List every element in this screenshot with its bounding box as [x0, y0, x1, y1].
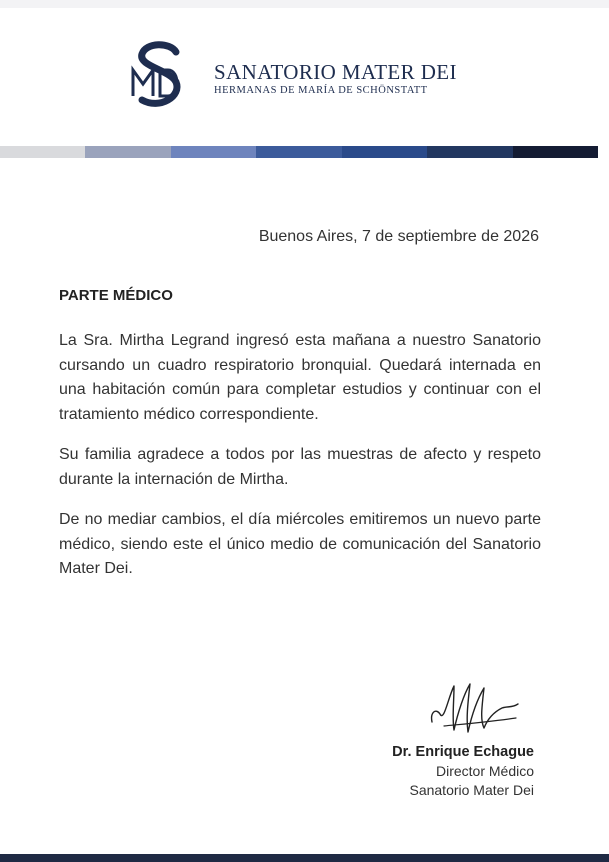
stripe-segment-4 — [342, 146, 427, 158]
signature-block — [392, 742, 534, 800]
stripe-segment-6 — [513, 146, 598, 158]
stripe-segment-3 — [256, 146, 341, 158]
letter-body — [59, 329, 541, 598]
paragraph-family-thanks: Su familia agradece a todos por las muestras de afecto y respeto durante la internación de Mirtha. — [59, 446, 541, 488]
paragraph-admission: La Sra. Mirtha Legrand ingresó esta mañana a nuestro Sanatorio cursando un cuadro respiratorio bronquial. Quedará internada en una habitación común para completar estudios y continuar con el tratamiento médico correspondiente. — [59, 332, 541, 423]
stripe-segment-2 — [171, 146, 256, 158]
stripe-segment-5 — [427, 146, 512, 158]
brand-subtitle: HERMANAS DE MARÍA DE SCHÖNSTATT — [214, 85, 428, 96]
signer-institution: Sanatorio Mater Dei — [409, 782, 534, 798]
sanatorio-logo-icon — [130, 40, 188, 112]
brand-block — [214, 60, 457, 97]
letter-date: Buenos Aires, 7 de septiembre de 2026 — [258, 228, 539, 245]
footer-bar — [0, 854, 609, 862]
letter-heading: PARTE MÉDICO — [59, 287, 173, 304]
paragraph-next-report: De no mediar cambios, el día miércoles emitiremos un nuevo parte médico, siendo este el único medio de comunicación del Sanatorio Mater Dei. — [59, 511, 541, 577]
signer-name: Dr. Enrique Echague — [392, 744, 534, 760]
stripe-segment-0 — [0, 146, 85, 158]
header-color-stripe — [0, 146, 598, 158]
stripe-segment-1 — [85, 146, 170, 158]
brand-name: SANATORIO MATER DEI — [214, 60, 457, 84]
signer-title: Director Médico — [435, 763, 534, 779]
top-edge — [0, 0, 609, 8]
handwritten-signature — [424, 678, 524, 748]
